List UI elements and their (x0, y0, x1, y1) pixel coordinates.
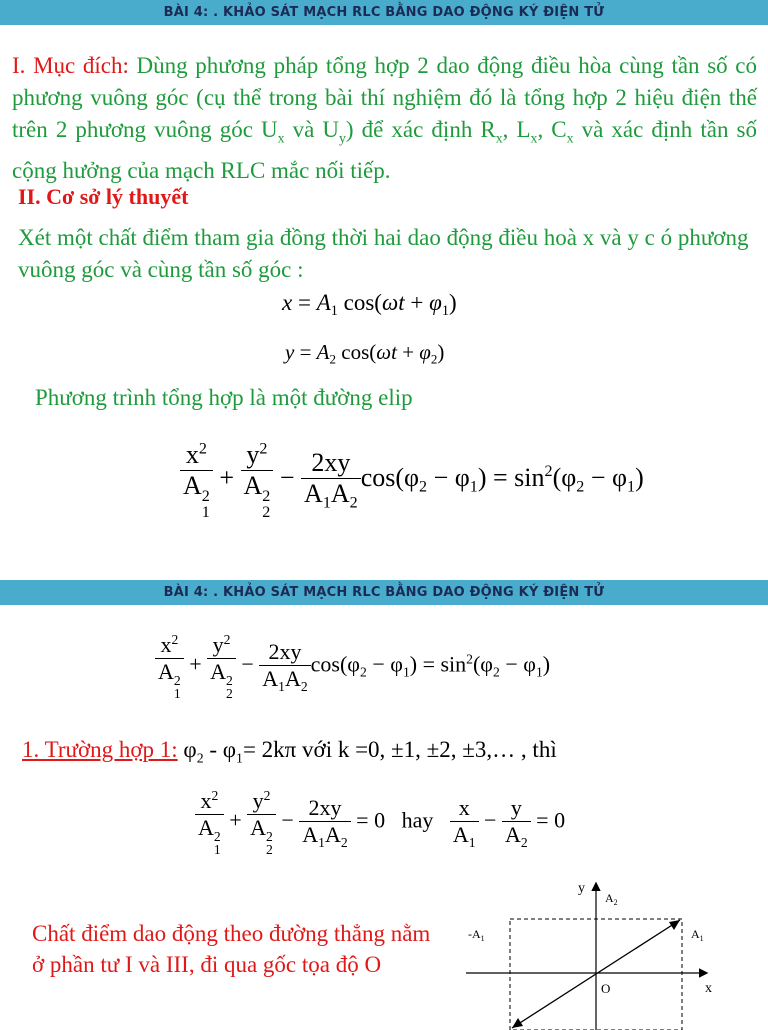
line-trajectory-diagram (460, 870, 720, 1030)
x-axis-label: x (705, 981, 712, 996)
slide-gap (0, 560, 768, 580)
ellipse-text: Phương trình tổng hợp là một đường elip (35, 385, 413, 410)
theory-heading: II. Cơ sở lý thuyết (18, 184, 189, 209)
equation-x: $x = A_1$ $\cos(\omega t + \varphi_1)$ (282, 290, 457, 319)
purpose-paragraph: I. Mục đích: Dùng phương pháp tổng hợp 2 dao động điều hòa cùng tần số có phương vuông góc (cụ thể trong bài thí nghiệm đó là tổng hợp 2 hiệu điện thế trên 2 phương vuông góc $U_x$ và $U_y$) để xác định $R_x$, $L_x$, $C_x$ và xác định tần số cộng hưởng của mạch RLC mắc nối tiếp. (12, 53, 758, 183)
trajectory-arrow-down (512, 1018, 523, 1028)
equation-y: $y = A_2$ $\cos(\omega t + \varphi_2)$ (285, 340, 445, 367)
conclusion-text: Chất điểm dao động theo đường thẳng nằm ở phần tư I và III, đi qua gốc tọa độ O (32, 921, 431, 977)
slide-2 (0, 580, 768, 1024)
hay-word: hay (401, 807, 434, 833)
case-1-line: 1. Trường hợp 1: $\varphi_2 - \varphi_1= 2k\pi$ với k =0, ±1, ±2, ±3,… , thì (22, 737, 557, 766)
theory-paragraph: Xét một chất điểm tham gia đồng thời hai dao động điều hoà x và y c ó phương vuông góc và cùng tần số góc : (18, 225, 749, 282)
y-axis-label: y (578, 881, 585, 896)
origin-label: O (601, 981, 611, 996)
slide-2-banner: BÀI 4: . KHẢO SÁT MẠCH RLC BẰNG DAO ĐỘNG KÝ ĐIỆN TỬ (0, 580, 768, 605)
slide-1-banner: BÀI 4: . KHẢO SÁT MẠCH RLC BẰNG DAO ĐỘNG KÝ ĐIỆN TỬ (0, 0, 768, 25)
ellipse-equation: $x^2$ A 2 1 + $y^2$ A 2 2 − $\frac{2xy}{A_1A_2}$ $\cos(\varphi_2 - \varphi_1) = \sin^2(\varphi_2 - \varphi_1)$ (180, 440, 644, 520)
a1-label: $A_1$ (691, 927, 704, 943)
a2-top-label: $A_2$ (605, 891, 618, 907)
purpose-label: I. Mục đích (12, 53, 123, 78)
case-1-equation: $x^2$ A 2 1 + $y^2$ A 2 2 − $\frac{2xy}{A_1A_2}$ = 0 hay $\frac{x}{A_1}$ − $\frac{y}{A_2}$ = 0 (195, 788, 565, 857)
case-1-label: 1. Trường hợp 1: (22, 737, 178, 762)
trajectory-arrow-up (669, 920, 680, 930)
ellipse-equation-repeat: $x^2$ A 2 1 + $y^2$ A 2 2 − $\frac{2xy}{A_1A_2}$ $\cos(\varphi_2 - \varphi_1) = \sin^2(\varphi_2 - \varphi_1)$ (155, 632, 550, 701)
neg-a1-label: $-A_1$ (468, 927, 485, 943)
